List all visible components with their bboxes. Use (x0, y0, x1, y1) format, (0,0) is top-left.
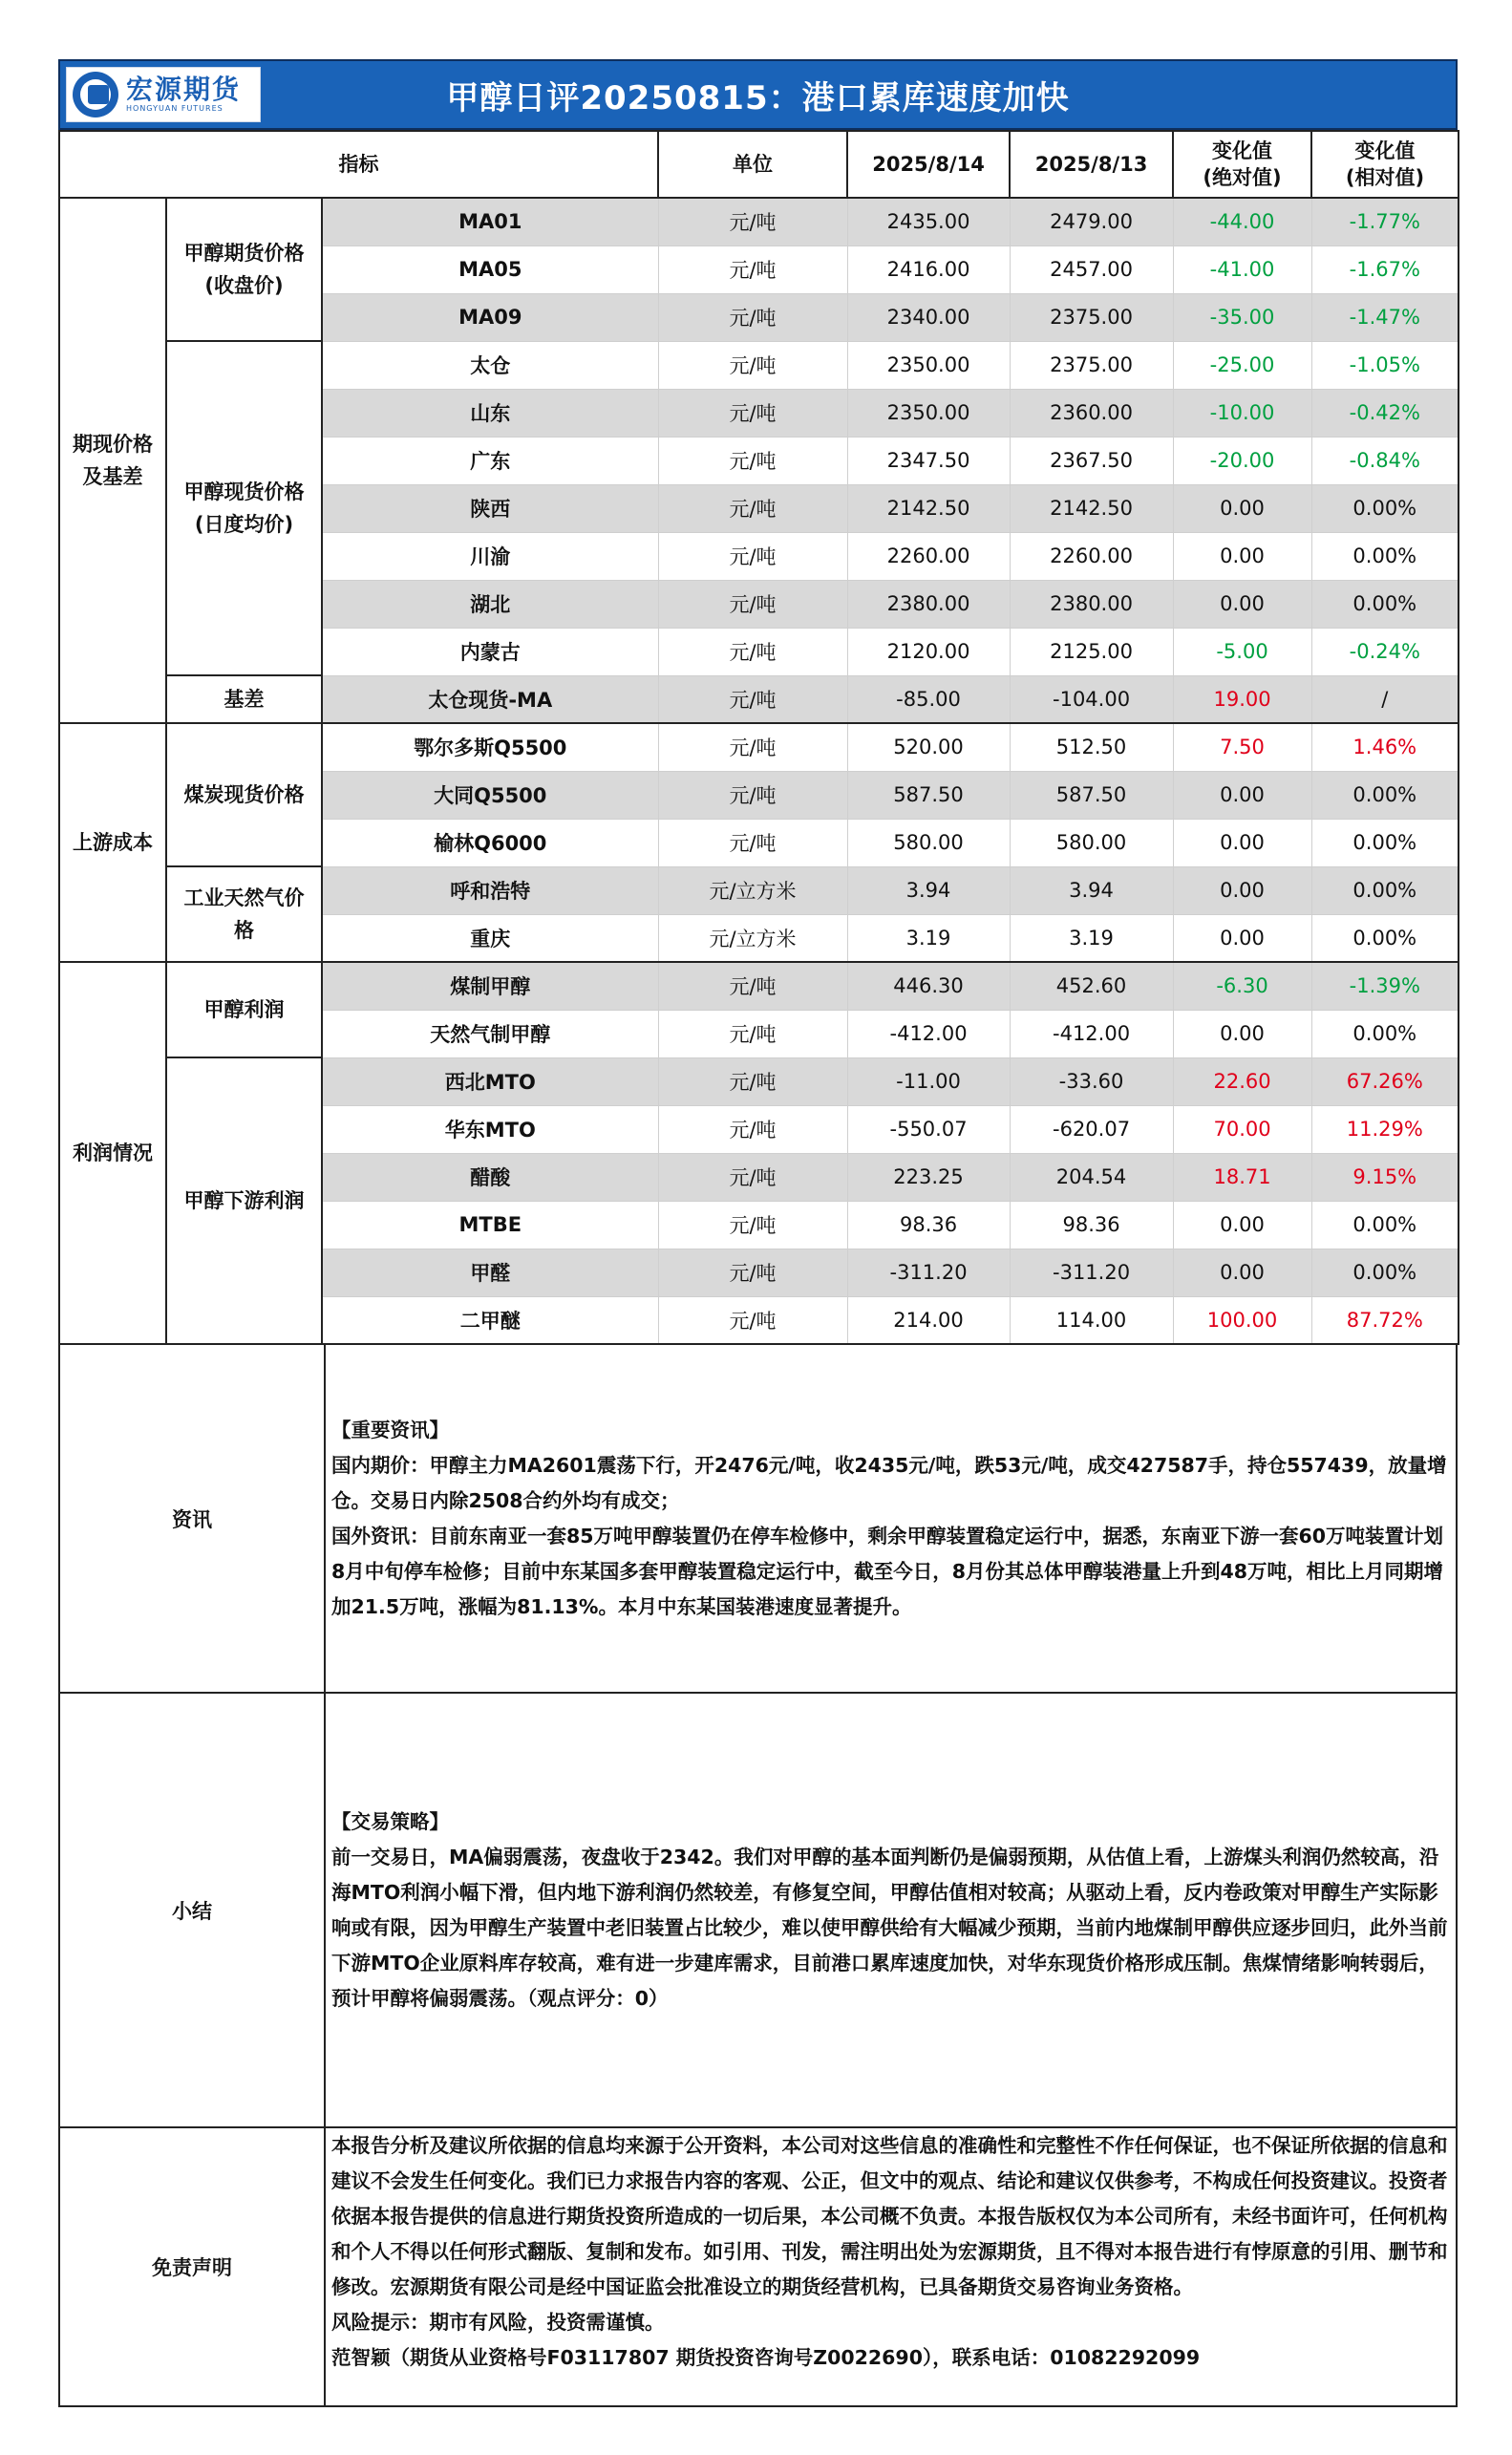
unit-cell: 元/立方米 (658, 914, 847, 962)
value-date2: 2457.00 (1010, 246, 1173, 293)
value-date1: 520.00 (847, 723, 1010, 771)
value-date1: 98.36 (847, 1201, 1010, 1249)
change-abs: 0.00 (1173, 1249, 1311, 1296)
value-date2: 512.50 (1010, 723, 1173, 771)
value-date2: -104.00 (1010, 675, 1173, 723)
value-date1: -550.07 (847, 1105, 1010, 1153)
table-row (59, 723, 1459, 771)
unit-cell: 元/吨 (658, 246, 847, 293)
change-rel: -1.05% (1311, 341, 1459, 389)
change-rel: 1.46% (1311, 723, 1459, 771)
change-rel: -0.24% (1311, 628, 1459, 675)
change-abs: -10.00 (1173, 389, 1311, 437)
news-line-1: 国内期价：甲醇主力MA2601震荡下行，开2476元/吨，收2435元/吨，跌53元/吨，成交427587手，持仓557439，放量增仓。交易日内除2508合约外均有成交； (331, 1453, 1447, 1512)
change-abs: 22.60 (1173, 1057, 1311, 1105)
indicator-name: 川渝 (322, 532, 658, 580)
change-abs: 0.00 (1173, 866, 1311, 914)
change-abs: 7.50 (1173, 723, 1311, 771)
indicator-name: 山东 (322, 389, 658, 437)
change-rel: -0.42% (1311, 389, 1459, 437)
change-abs: 0.00 (1173, 771, 1311, 819)
category-cell: 利润情况 (59, 962, 166, 1344)
table-body (59, 198, 1459, 1344)
brand-name: 宏源期货 (126, 74, 242, 105)
value-date1: -11.00 (847, 1057, 1010, 1105)
value-date1: 2350.00 (847, 389, 1010, 437)
value-date1: 3.94 (847, 866, 1010, 914)
change-abs: 0.00 (1173, 819, 1311, 866)
value-date1: 2340.00 (847, 293, 1010, 341)
value-date1: 2142.50 (847, 484, 1010, 532)
change-rel: -1.47% (1311, 293, 1459, 341)
news-section (58, 1345, 1458, 1694)
change-rel: -1.67% (1311, 246, 1459, 293)
change-rel: 0.00% (1311, 1249, 1459, 1296)
unit-cell: 元/吨 (658, 1296, 847, 1344)
header-unit: 单位 (658, 131, 847, 198)
news-heading: 【重要资讯】 (331, 1418, 449, 1441)
header-date2: 2025/8/13 (1010, 131, 1173, 198)
value-date1: 446.30 (847, 962, 1010, 1010)
unit-cell: 元/吨 (658, 532, 847, 580)
header-change-abs: 变化值 (绝对值) (1173, 131, 1311, 198)
value-date2: 2375.00 (1010, 341, 1173, 389)
value-date2: 2125.00 (1010, 628, 1173, 675)
unit-cell: 元/吨 (658, 341, 847, 389)
report-sheet (58, 59, 1458, 2407)
brand-name-en: HONGYUAN FUTURES (126, 104, 224, 113)
change-rel: 87.72% (1311, 1296, 1459, 1344)
indicator-name: 陕西 (322, 484, 658, 532)
change-rel: -1.77% (1311, 198, 1459, 246)
value-date2: 2142.50 (1010, 484, 1173, 532)
indicator-name: 太仓现货-MA (322, 675, 658, 723)
header-change-rel: 变化值 (相对值) (1311, 131, 1459, 198)
unit-cell: 元/吨 (658, 771, 847, 819)
change-abs: 70.00 (1173, 1105, 1311, 1153)
unit-cell: 元/吨 (658, 723, 847, 771)
value-date1: -85.00 (847, 675, 1010, 723)
unit-cell: 元/吨 (658, 293, 847, 341)
value-date1: 2347.50 (847, 437, 1010, 484)
summary-label: 小结 (60, 1694, 326, 2126)
change-abs: -6.30 (1173, 962, 1311, 1010)
header-indicator: 指标 (59, 131, 658, 198)
change-rel: 0.00% (1311, 1010, 1459, 1057)
subcategory-cell: 甲醇下游利润 (166, 1057, 322, 1344)
indicator-name: 醋酸 (322, 1153, 658, 1201)
value-date1: 2380.00 (847, 580, 1010, 628)
value-date2: 204.54 (1010, 1153, 1173, 1201)
summary-text: 前一交易日，MA偏弱震荡，夜盘收于2342。我们对甲醇的基本面判断仍是偏弱预期，从估值上看，上游煤头利润仍然较高，沿海MTO利润小幅下滑，但内地下游利润仍然较差，有修复空间，甲醇估值相对较高；从驱动上看，反内卷政策对甲醇生产实际影响或有限，因为甲醇生产装置中老旧装置占比较少，难以使甲醇供给有大幅减少预期，当前内地煤制甲醇供应逐步回归，此外当前下游MTO企业原料库存较高，难有进一步建库需求，目前港口累库速度加快，对华东现货价格形成压制。焦煤情绪影响转弱后，预计甲醇将偏弱震荡。（观点评分：0） (331, 1845, 1448, 2010)
indicator-name: 广东 (322, 437, 658, 484)
change-abs: -41.00 (1173, 246, 1311, 293)
unit-cell: 元/吨 (658, 389, 847, 437)
change-abs: -20.00 (1173, 437, 1311, 484)
indicator-name: 湖北 (322, 580, 658, 628)
indicator-name: 煤制甲醇 (322, 962, 658, 1010)
value-date2: 2380.00 (1010, 580, 1173, 628)
subcategory-cell: 工业天然气价格 (166, 866, 322, 962)
change-abs: 19.00 (1173, 675, 1311, 723)
table-row (59, 198, 1459, 246)
brand-logo-icon (73, 72, 118, 117)
change-rel: 0.00% (1311, 819, 1459, 866)
risk-warning: 风险提示：期市有风险，投资需谨慎。 (331, 2311, 665, 2334)
table-row (59, 866, 1459, 914)
unit-cell: 元/吨 (658, 198, 847, 246)
unit-cell: 元/吨 (658, 962, 847, 1010)
change-rel: 11.29% (1311, 1105, 1459, 1153)
value-date2: 114.00 (1010, 1296, 1173, 1344)
indicator-name: MA01 (322, 198, 658, 246)
unit-cell: 元/吨 (658, 628, 847, 675)
table-row (59, 1057, 1459, 1105)
unit-cell: 元/立方米 (658, 866, 847, 914)
value-date1: -412.00 (847, 1010, 1010, 1057)
news-label: 资讯 (60, 1345, 326, 1692)
summary-section (58, 1694, 1458, 2128)
change-abs: 0.00 (1173, 484, 1311, 532)
table-row (59, 341, 1459, 389)
change-rel: / (1311, 675, 1459, 723)
indicator-name: 榆林Q6000 (322, 819, 658, 866)
value-date2: 2360.00 (1010, 389, 1173, 437)
value-date1: 2416.00 (847, 246, 1010, 293)
change-rel: 0.00% (1311, 484, 1459, 532)
change-rel: -1.39% (1311, 962, 1459, 1010)
change-rel: 0.00% (1311, 1201, 1459, 1249)
news-content (326, 1345, 1456, 1692)
change-abs: 18.71 (1173, 1153, 1311, 1201)
change-rel: 9.15% (1311, 1153, 1459, 1201)
change-abs: 0.00 (1173, 914, 1311, 962)
value-date2: 587.50 (1010, 771, 1173, 819)
change-rel: -0.84% (1311, 437, 1459, 484)
disclaimer-section (58, 2128, 1458, 2407)
indicator-name: 太仓 (322, 341, 658, 389)
indicator-name: 重庆 (322, 914, 658, 962)
value-date2: 2260.00 (1010, 532, 1173, 580)
value-date2: -412.00 (1010, 1010, 1173, 1057)
indicator-name: MA05 (322, 246, 658, 293)
value-date1: 223.25 (847, 1153, 1010, 1201)
disclaimer-label: 免责声明 (60, 2128, 326, 2405)
value-date2: 98.36 (1010, 1201, 1173, 1249)
value-date2: 3.19 (1010, 914, 1173, 962)
change-abs: -44.00 (1173, 198, 1311, 246)
value-date1: 214.00 (847, 1296, 1010, 1344)
indicator-name: 华东MTO (322, 1105, 658, 1153)
value-date1: -311.20 (847, 1249, 1010, 1296)
unit-cell: 元/吨 (658, 484, 847, 532)
indicator-name: 鄂尔多斯Q5500 (322, 723, 658, 771)
value-date1: 2435.00 (847, 198, 1010, 246)
value-date1: 2260.00 (847, 532, 1010, 580)
unit-cell: 元/吨 (658, 1057, 847, 1105)
header-date1: 2025/8/14 (847, 131, 1010, 198)
value-date1: 2350.00 (847, 341, 1010, 389)
change-abs: 0.00 (1173, 1010, 1311, 1057)
analyst-info: 范智颖（期货从业资格号F03117807 期货投资咨询号Z0022690），联系电话：01082292099 (331, 2346, 1201, 2369)
report-title: 甲醇日评20250815：港口累库速度加快 (446, 78, 1070, 117)
change-abs: 0.00 (1173, 532, 1311, 580)
unit-cell: 元/吨 (658, 1153, 847, 1201)
change-rel: 0.00% (1311, 532, 1459, 580)
unit-cell: 元/吨 (658, 1105, 847, 1153)
change-abs: 0.00 (1173, 1201, 1311, 1249)
unit-cell: 元/吨 (658, 675, 847, 723)
indicator-name: 呼和浩特 (322, 866, 658, 914)
value-date1: 2120.00 (847, 628, 1010, 675)
summary-heading: 【交易策略】 (331, 1809, 449, 1833)
unit-cell: 元/吨 (658, 437, 847, 484)
table-header-row (59, 131, 1459, 198)
subcategory-cell: 甲醇期货价格(收盘价) (166, 198, 322, 341)
value-date2: 580.00 (1010, 819, 1173, 866)
unit-cell: 元/吨 (658, 580, 847, 628)
category-cell: 期现价格及基差 (59, 198, 166, 723)
change-abs: -35.00 (1173, 293, 1311, 341)
indicator-name: 内蒙古 (322, 628, 658, 675)
change-rel: 0.00% (1311, 866, 1459, 914)
change-rel: 0.00% (1311, 914, 1459, 962)
indicator-name: 天然气制甲醇 (322, 1010, 658, 1057)
unit-cell: 元/吨 (658, 819, 847, 866)
unit-cell: 元/吨 (658, 1010, 847, 1057)
unit-cell: 元/吨 (658, 1249, 847, 1296)
change-abs: -5.00 (1173, 628, 1311, 675)
indicator-name: MTBE (322, 1201, 658, 1249)
disclaimer-content (326, 2128, 1456, 2405)
change-abs: 0.00 (1173, 580, 1311, 628)
value-date2: -620.07 (1010, 1105, 1173, 1153)
indicator-name: 西北MTO (322, 1057, 658, 1105)
brand-logo (66, 67, 261, 122)
value-date2: 2479.00 (1010, 198, 1173, 246)
change-rel: 0.00% (1311, 580, 1459, 628)
value-date2: 452.60 (1010, 962, 1173, 1010)
change-rel: 0.00% (1311, 771, 1459, 819)
table-row (59, 962, 1459, 1010)
title-bar (58, 59, 1458, 130)
news-line-2: 国外资讯：目前东南亚一套85万吨甲醇装置仍在停车检修中，剩余甲醇装置稳定运行中，据悉，东南亚下游一套60万吨装置计划8月中旬停车检修；目前中东某国多套甲醇装置稳定运行中，截至今日，8月份其总体甲醇装港量上升到48万吨，相比上月同期增加21.5万吨，涨幅为81.13%。本月中东某国装港速度显著提升。 (331, 1524, 1444, 1618)
category-cell: 上游成本 (59, 723, 166, 962)
subcategory-cell: 基差 (166, 675, 322, 723)
value-date2: -311.20 (1010, 1249, 1173, 1296)
value-date2: -33.60 (1010, 1057, 1173, 1105)
change-rel: 67.26% (1311, 1057, 1459, 1105)
subcategory-cell: 甲醇利润 (166, 962, 322, 1057)
value-date1: 587.50 (847, 771, 1010, 819)
indicator-name: 二甲醚 (322, 1296, 658, 1344)
summary-content (326, 1694, 1456, 2126)
value-date2: 2375.00 (1010, 293, 1173, 341)
change-abs: -25.00 (1173, 341, 1311, 389)
indicator-name: 大同Q5500 (322, 771, 658, 819)
subcategory-cell: 煤炭现货价格 (166, 723, 322, 866)
value-date2: 2367.50 (1010, 437, 1173, 484)
indicator-table (58, 130, 1459, 1345)
indicator-name: 甲醛 (322, 1249, 658, 1296)
disclaimer-text: 本报告分析及建议所依据的信息均来源于公开资料，本公司对这些信息的准确性和完整性不作任何保证，也不保证所依据的信息和建议不会发生任何变化。我们已力求报告内容的客观、公正，但文中的观点、结论和建议仅供参考，不构成任何投资建议。投资者依据本报告提供的信息进行期货投资所造成的一切后果，本公司概不负责。本报告版权仅为本公司所有，未经书面许可，任何机构和个人不得以任何形式翻版、复制和发布。如引用、刊发，需注明出处为宏源期货，且不得对本报告进行有悖原意的引用、删节和修改。宏源期货有限公司是经中国证监会批准设立的期货经营机构，已具备期货交易咨询业务资格。 (331, 2134, 1448, 2298)
subcategory-cell: 甲醇现货价格(日度均价) (166, 341, 322, 675)
table-row (59, 675, 1459, 723)
value-date1: 3.19 (847, 914, 1010, 962)
value-date1: 580.00 (847, 819, 1010, 866)
value-date2: 3.94 (1010, 866, 1173, 914)
unit-cell: 元/吨 (658, 1201, 847, 1249)
indicator-name: MA09 (322, 293, 658, 341)
change-abs: 100.00 (1173, 1296, 1311, 1344)
